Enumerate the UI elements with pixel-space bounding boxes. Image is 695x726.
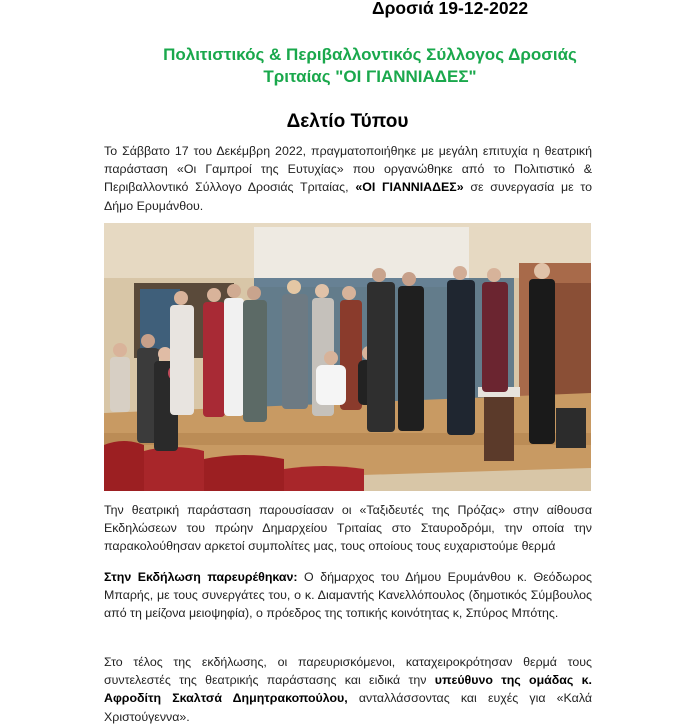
paragraph-intro-text-1: Το Σάββατο 17 του Δεκέμβρη 2022, πραγματοποιήθηκε με μεγάλη επιτυχία η θεατρική παράσταση «Οι Γαμπροί της Ευτυχίας» που οργανώθηκε από το Πολιτιστικό & Περιβαλλοντικό Σύλλογο Δροσιάς Τριταίας, (104, 144, 592, 195)
paragraph-closing-text-2: ανταλλάσσοντας και ευχές για «Καλά Χριστούγεννα». (104, 691, 592, 724)
paragraph-intro-bold: «ΟΙ ΓΙΑΝΝΙΑΔΕΣ» (355, 180, 464, 195)
event-photo-illustration (104, 223, 591, 491)
document-date: Δροσιά 19-12-2022 (372, 0, 529, 18)
paragraph-closing (104, 653, 592, 726)
paragraph-intro-text-2: σε συνεργασία με το Δήμο Ερυμάνθου. (104, 180, 593, 213)
organization-name-line1: Πολιτιστικός & Περιβαλλοντικός Σύλλογος Δροσιάς (163, 45, 577, 64)
event-photo (104, 223, 591, 491)
paragraph-intro (104, 142, 592, 215)
organization-name (90, 44, 650, 88)
paragraph-attendees (104, 568, 592, 623)
paragraph-closing-bold: υπεύθυνο της ομάδας κ. Αφροδίτη Σκαλτσά Δημητρακοπούλου, (104, 673, 592, 706)
paragraph-attendees-text: Ο δήμαρχος του Δήμου Ερυμάνθου κ. Θεόδωρος Μπαρής, με τους συνεργάτες του, ο κ. Διαμαντής Κανελλόπουλος (δημοτικός Σύμβουλος από τη μείζονα μειοψηφία), ο πρόεδρος της τοπικής κοινότητας κ, Σπύρος Μπότης. (104, 570, 592, 621)
paragraph-attendees-bold: Στην Εκδήλωση παρευρέθηκαν: (104, 570, 298, 584)
organization-name-line2: Τριταίας "ΟΙ ΓΙΑΝΝΙΑΔΕΣ" (263, 67, 477, 86)
paragraph-closing-text-1: Στο τέλος της εκδήλωσης, οι παρευρισκόμενοι, καταχειροκρότησαν θερμά τους συντελεστές της θεατρικής παράστασης και ειδικά την (104, 655, 592, 688)
paragraph-performance: Την θεατρική παράσταση παρουσίασαν οι «Ταξιδευτές της Πρόζας» στην αίθουσα Εκδηλώσεων του πρώην Δημαρχείου Τριταίας στο Σταυροδρόμι, την οποία την παρακολούθησαν αρκετοί συμπολίτες μας, τους οποίους τους ευχαριστούμε θερμά (104, 503, 592, 554)
press-release-title: Δελτίο Τύπου (286, 111, 409, 132)
